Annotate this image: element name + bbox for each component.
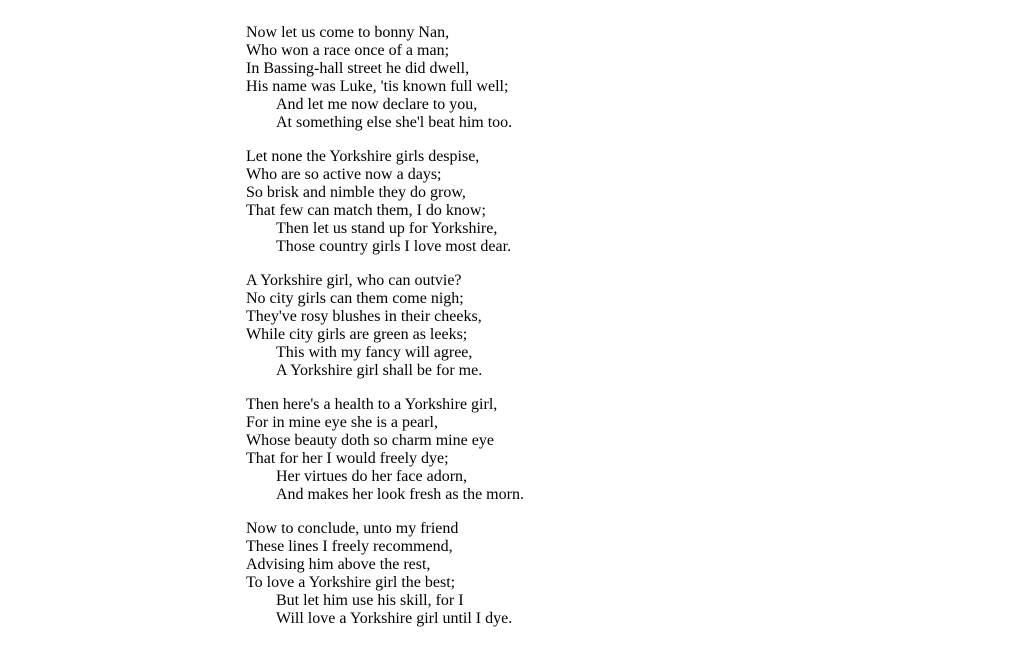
poem-line: His name was Luke, 'tis known full well;	[246, 78, 509, 95]
poem-line: Now let us come to bonny Nan,	[246, 24, 450, 41]
poem-line: They've rosy blushes in their cheeks,	[246, 308, 482, 325]
poem-line: But let him use his skill, for I	[276, 592, 464, 609]
poem-line: That few can match them, I do know;	[246, 202, 486, 219]
poem-line: For in mine eye she is a pearl,	[246, 414, 438, 431]
poem-line: While city girls are green as leeks;	[246, 326, 468, 343]
poem-line: Then here's a health to a Yorkshire girl,	[246, 396, 498, 413]
poem-line: Whose beauty doth so charm mine eye	[246, 432, 494, 449]
poem-line: Her virtues do her face adorn,	[276, 468, 468, 485]
poem-line: These lines I freely recommend,	[246, 538, 453, 555]
poem-line: Who won a race once of a man;	[246, 42, 450, 59]
poem-line: Will love a Yorkshire girl until I dye.	[276, 610, 513, 627]
poem-line: A Yorkshire girl, who can outvie?	[246, 272, 462, 289]
poem-line: To love a Yorkshire girl the best;	[246, 574, 456, 591]
poem-line: Who are so active now a days;	[246, 166, 442, 183]
poem-line: At something else she'l beat him too.	[276, 114, 513, 131]
poem-line: A Yorkshire girl shall be for me.	[276, 362, 483, 379]
poem-line: Now to conclude, unto my friend	[246, 520, 459, 537]
poem-line: Those country girls I love most dear.	[276, 238, 512, 255]
poem-line: No city girls can them come nigh;	[246, 290, 464, 307]
poem-line: And makes her look fresh as the morn.	[276, 486, 524, 503]
poem-line: This with my fancy will agree,	[276, 344, 473, 361]
poem-line: So brisk and nimble they do grow,	[246, 184, 466, 201]
poem-line: And let me now declare to you,	[276, 96, 478, 113]
poem-line: Then let us stand up for Yorkshire,	[276, 220, 498, 237]
poem-line: Let none the Yorkshire girls despise,	[246, 148, 480, 165]
poem-line: Advising him above the rest,	[246, 556, 431, 573]
poem	[246, 8, 524, 644]
poem-line: In Bassing-hall street he did dwell,	[246, 60, 470, 77]
poem-line: That for her I would freely dye;	[246, 450, 449, 467]
